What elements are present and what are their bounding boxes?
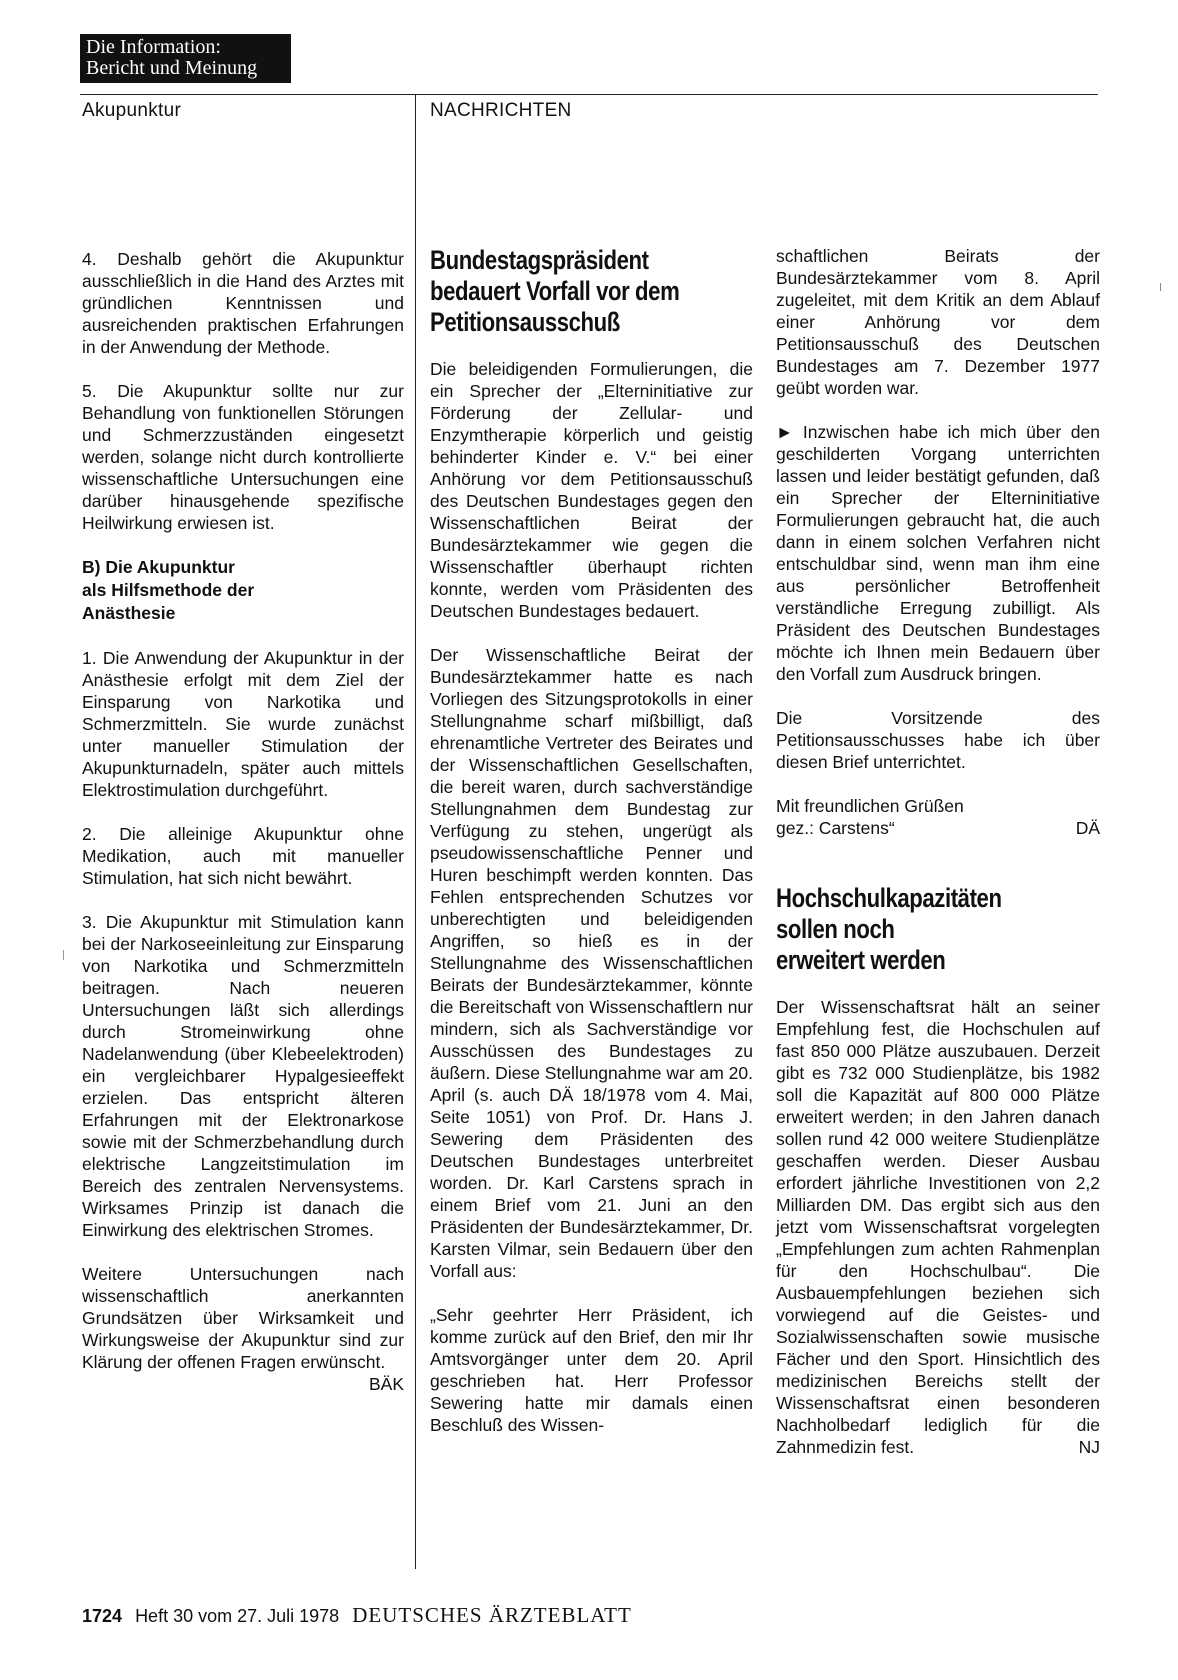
letter-signature-row — [776, 817, 1100, 839]
headline-line: erweitert werden — [776, 945, 946, 975]
headline-line: Petitionsausschuß — [430, 307, 620, 337]
page-number: 1724 — [82, 1606, 123, 1626]
subheading-line: B) Die Akupunktur — [82, 557, 235, 577]
paragraph-closing — [82, 1263, 404, 1394]
paragraph: Die beleidigenden Formulierungen, die ein Sprecher der „Elterninitiative zur Förderung der Zellular- und Enzymtherapie körperlich und geistig behinderter Kinder e. V.“ bei einer Anhörung vor dem Petitionsausschuß des Deutschen Bundestages gegen den Wissenschaftlichen Beirat der Bundesärztekammer wie gegen die Wissenschaftler überhaupt richten konnte, werden vom Präsidenten des Deutschen Bundestages bedauert. — [430, 359, 753, 621]
column-article-1 — [430, 245, 753, 1436]
paragraph: schaftlichen Beirats der Bundesärztekammer vom 8. April zugeleitet, mit dem Kritik an dem Ablauf einer Anhörung vor dem Petitionsausschuß des Deutschen Bundestages am 7. Dezember 1977 geübt worden war. — [776, 246, 1100, 398]
column-divider — [415, 94, 416, 1569]
author-tag: NJ — [1078, 1437, 1100, 1457]
paragraph — [776, 996, 1100, 1458]
closing-text: Weitere Untersuchungen nach wissenschaftlich anerkannten Grundsätzen über Wirksamkeit und Wirkungsweise der Akupunktur sind zur Klärung der offenen Fragen erwünscht. — [82, 1264, 404, 1372]
signature: gez.: Carstens“ — [776, 818, 895, 838]
header-line-2: Bericht und Meinung — [86, 57, 258, 79]
subheading-line: Anästhesie — [82, 603, 176, 623]
column-akupunktur — [82, 248, 404, 1395]
paragraph: 4. Deshalb gehört die Akupunktur ausschließlich in die Hand des Arztes mit gründlichen Kenntnissen und ausreichenden praktischen Erfahrungen in der Anwendung der Methode. — [82, 249, 404, 357]
headline-article-2 — [776, 883, 1100, 976]
headline-line: Bundestagspräsident — [430, 245, 649, 275]
headline-line: Hochschulkapazitäten — [776, 883, 1002, 913]
scan-mark — [1160, 283, 1161, 291]
paragraph: Die Vorsitzende des Petitionsausschusses habe ich über diesen Brief unterrichtet. — [776, 708, 1100, 772]
letter-greeting: Mit freundlichen Grüßen — [776, 796, 964, 816]
subheading — [82, 556, 404, 625]
top-rule — [80, 94, 1098, 95]
headline-article-1 — [430, 245, 753, 338]
paragraph: 5. Die Akupunktur sollte nur zur Behandlung von funktionellen Störungen und Schmerzzuständen eingesetzt werden, solange nicht durch kontrollierte wissenschaftliche Untersuchungen eine darüber hinausgehende spezifische Heilwirkung erwiesen ist. — [82, 381, 404, 533]
header-line-1: Die Information: — [86, 36, 221, 58]
issue-info: Heft 30 vom 27. Juli 1978 — [135, 1606, 340, 1626]
paragraph: „Sehr geehrter Herr Präsident, ich komme zurück auf den Brief, den mir Ihr Amtsvorgänger unter dem 20. April geschrieben hat. Herr Professor Sewering hatte mir damals einen Beschluß des Wissen- — [430, 1305, 753, 1435]
section-label-right: NACHRICHTEN — [430, 100, 572, 121]
subheading-line: als Hilfsmethode der — [82, 580, 255, 600]
author-tag: DÄ — [1075, 818, 1100, 838]
author-tag: BÄK — [368, 1374, 404, 1394]
paragraph: Der Wissenschaftliche Beirat der Bundesärztekammer hatte es nach Vorliegen des Sitzungsprotokolls in einer Stellungnahme scharf mißbilligt, daß ehrenamtliche Vertreter des Beirates und der Wissenschaftlichen Gesellschaften, die bereit waren, durch sachverständige Stellungnahmen dem Bundestag zur Verfügung zu stehen, ungerügt als pseudowissenschaftliche Penner und Huren beschimpft werden konnten. Das Fehlen entsprechenden Schutzes vor unberechtigten und beleidigenden Angriffen, so hieß es in der Stellungnahme des Wissenschaftlichen Beirats der Bundesärztekammer, könnte die Bereitschaft von Wissenschaftlern nur mindern, sich als Sachverständige vor Ausschüssen des Bundestages zu äußern. Diese Stellungnahme war am 20. April (s. auch DÄ 18/1978 vom 4. Mai, Seite 1051) von Prof. Dr. Hans J. Sewering dem Präsidenten des Deutschen Bundestages unterbreitet worden. Dr. Karl Carstens sprach in einem Brief vom 21. Juni an den Präsidenten der Bundesärztekammer, Dr. Karsten Vilmar, sein Bedauern über den Vorfall aus: — [430, 645, 753, 1281]
article-body: Der Wissenschaftsrat hält an seiner Empfehlung fest, die Hochschulen auf fast 850 000 Plätze auszubauen. Derzeit gibt es 732 000 Studienplätze, bis 1982 soll die Kapazität auf 800 000 Plätze erweitert werden; in den Jahren danach sollen rund 42 000 weitere Studienplätze geschaffen werden. Dieser Ausbau erfordert jährliche Investitionen von 2,2 Milliarden DM. Das ergibt sich aus den jetzt vom Wissenschaftsrat vorgelegten „Empfehlungen zum achten Rahmenplan für den Hochschulbau“. Die Ausbauempfehlungen beziehen sich vorwiegend auf die Geistes- und Sozialwissenschaften sowie musische Fächer und den Sport. Hinsichtlich des medizinischen Bereichs stellt der Wissenschaftsrat einen besonderen Nachholbedarf lediglich für die Zahnmedizin fest. — [776, 997, 1100, 1457]
column-article-2 — [776, 245, 1100, 1458]
paragraph: 2. Die alleinige Akupunktur ohne Medikation, auch mit manueller Stimulation, hat sich nicht bewährt. — [82, 824, 404, 888]
paragraph: 3. Die Akupunktur mit Stimulation kann bei der Narkoseeinleitung zur Einsparung von Narkotika und Schmerzmitteln beitragen. Nach neueren Untersuchungen läßt sich allerdings durch Stromeinwirkung ohne Nadelanwendung (über Klebeelektroden) ein vergleichbarer Hypalgesieeffekt erzielen. Das entspricht älteren Erfahrungen mit der Elektronarkose sowie mit der Schmerzbehandlung durch elektrische Langzeitstimulation im Bereich des zentralen Nervensystems. Wirksames Prinzip ist danach die Einwirkung des elektrischen Stromes. — [82, 912, 404, 1240]
paragraph: 1. Die Anwendung der Akupunktur in der Anästhesie erfolgt mit dem Ziel der Einsparung von Narkotika und Schmerzmitteln. Sie wurde zunächst unter manueller Stimulation der Akupunkturnadeln, später auch mittels Elektrostimulation durchgeführt. — [82, 648, 404, 800]
section-header-box — [80, 34, 291, 83]
journal-name: DEUTSCHES ÄRZTEBLATT — [352, 1603, 632, 1627]
scan-mark — [63, 950, 64, 960]
headline-line: sollen noch — [776, 914, 895, 944]
page-footer — [82, 1603, 632, 1628]
headline-line: bedauert Vorfall vor dem — [430, 276, 680, 306]
paragraph: ► Inzwischen habe ich mich über den geschilderten Vorgang unterrichten lassen und leider bestätigt gefunden, daß ein Sprecher der Elterninitiative Formulierungen gebraucht hat, die auch dann in einem solchen Verfahren nicht entschuldbar sind, wenn man ihm eine aus persönlicher Betroffenheit verständliche Erregung zubilligt. Als Präsident des Deutschen Bundestages möchte ich Ihnen mein Bedauern über den Vorfall zum Ausdruck bringen. — [776, 422, 1100, 684]
section-label-left: Akupunktur — [82, 100, 182, 121]
